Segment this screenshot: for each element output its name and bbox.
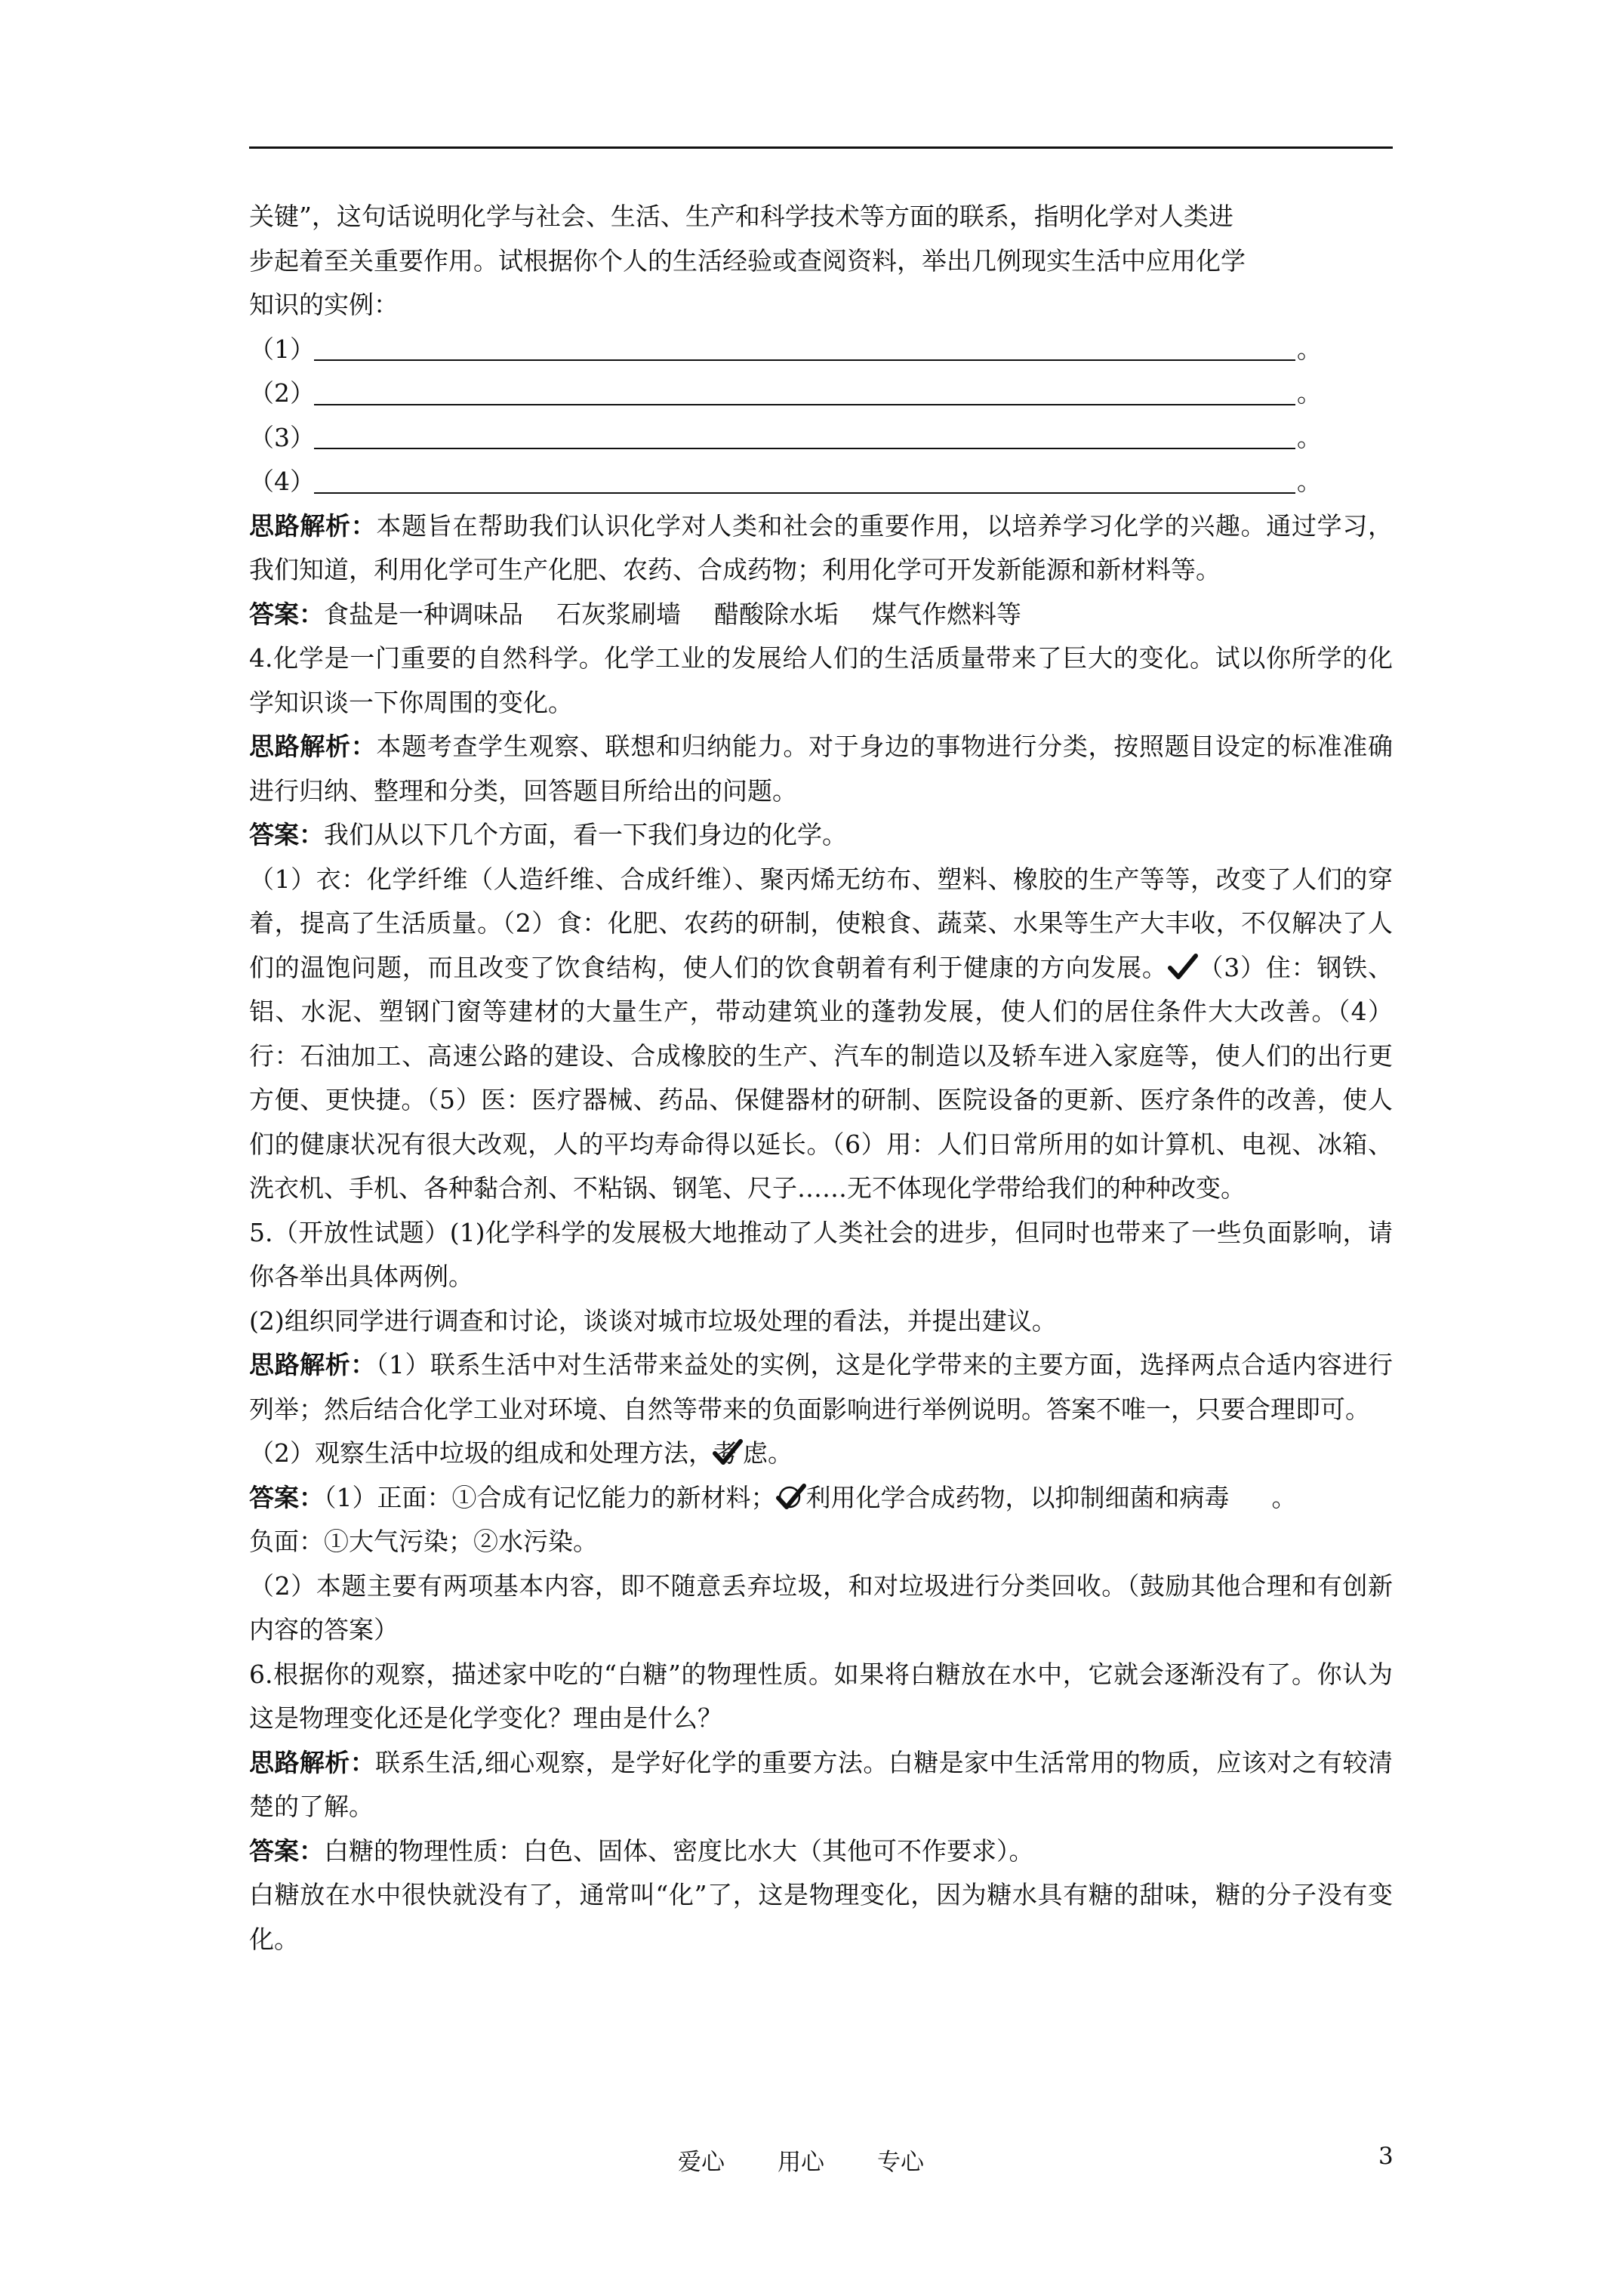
q3-blank-1 — [249, 328, 1393, 372]
blank-period: 。 — [1297, 378, 1322, 408]
q6-analysis — [249, 1741, 1393, 1829]
answer-body-part-a: （1）衣：化学纤维（人造纤维、合成纤维）、聚丙烯无纺布、塑料、橡胶的生产等等，改变了人们的穿着，提高了生活质量。（2）食：化肥、农药的研制，使粮食、蔬菜、水果等生产大丰收，不仅解决了人们的温饱问题，而且改变了饮食结构，使人们的饮食朝着有利于健康的方向发展。 — [249, 864, 1393, 982]
analysis-text-a: （2）观察生活中垃圾的组成和处理方法，考 — [249, 1438, 738, 1468]
checkmark-icon — [1168, 951, 1198, 978]
blank-period: 。 — [1297, 422, 1322, 452]
analysis-text: 本题旨在帮助我们认识化学对人类和社会的重要作用，以培养学习化学的兴趣。通过学习，我们知道，利用化学可生产化肥、农药、合成药物；利用化学可开发新能源和新材料等。 — [249, 510, 1394, 584]
checkmark-icon — [713, 1436, 743, 1463]
answer-blank-line — [314, 492, 1295, 494]
q3-stem-line-1: 关键”，这句话说明化学与社会、生活、生产和科学技术等方面的联系，指明化学对人类进 — [249, 202, 1233, 231]
q4-answer-intro — [249, 813, 1393, 858]
q4-stem: 4.化学是一门重要的自然科学。化学工业的发展给人们的生活质量带来了巨大的变化。试以你所学的化学知识谈一下你周围的变化。 — [249, 643, 1393, 717]
q3-stem-line-3: 知识的实例： — [249, 290, 399, 319]
answer-item: 醋酸除水垢 — [714, 599, 839, 629]
q4-analysis — [249, 725, 1393, 813]
answer-body-part-b: （3）住：钢铁、铝、水泥、塑钢门窗等建材的大量生产，带动建筑业的蓬勃发展，使人们的居住条件大大改善。（4）行：石油加工、高速公路的建设、合成橡胶的生产、汽车的制造以及轿车进入家庭等，使人们的出行更方便、更快捷。（5）医：医疗器械、药品、保健器材的研制、医院设备的更新、医疗条件的改善，使人们的健康状况有很大改观，人的平均寿命得以延长。（6）用：人们日常所用的如计算机、电视、冰箱、洗衣机、手机、各种黏合剂、不粘锅、钢笔、尺子……无不体现化学带给我们的种种改变。 — [249, 952, 1394, 1203]
q6-answer-more: 白糖放在水中很快就没有了，通常叫“化”了，这是物理变化，因为糖水具有糖的甜味，糖的分子没有变化。 — [249, 1880, 1393, 1954]
blank-number: （2） — [249, 378, 315, 408]
q5-answer-2: （2）本题主要有两项基本内容，即不随意丢弃垃圾，和对垃圾进行分类回收。（鼓励其他合理和有创新内容的答案） — [249, 1570, 1393, 1644]
answer-intro-text: 我们从以下几个方面，看一下我们身边的化学。 — [324, 820, 847, 849]
blank-period: 。 — [1297, 467, 1322, 496]
q3-blank-4 — [249, 460, 1393, 504]
page-number: 3 — [1378, 2143, 1394, 2170]
answer-label: 答案： — [249, 599, 324, 629]
analysis-text: （1）联系生活中对生活带来益处的实例，这是化学带来的主要方面，选择两点合适内容进行列举；然后结合化学工业对环境、自然等带来的负面影响进行举例说明。答案不唯一，只要合理即可。 — [249, 1350, 1394, 1424]
answer-label: 答案： — [249, 1835, 324, 1866]
answer-blank-line — [314, 404, 1295, 405]
blank-period: 。 — [1297, 334, 1322, 364]
answer-positive-1: （1）正面：①合成有记忆能力的新材料； — [324, 1482, 776, 1512]
answer-label: 答案： — [249, 1482, 324, 1512]
q3-blank-3 — [249, 416, 1393, 461]
motto-word: 爱心 — [678, 2149, 725, 2176]
blank-number: （3） — [249, 422, 315, 452]
q5-analysis-1 — [249, 1343, 1393, 1432]
q3-analysis — [249, 504, 1393, 593]
checkmark-icon — [776, 1481, 806, 1508]
answer-period: 。 — [1271, 1482, 1297, 1512]
answer-item: 食盐是一种调味品 — [324, 599, 523, 629]
analysis-label: 思路解析： — [249, 1747, 376, 1777]
q3-blank-2 — [249, 371, 1393, 416]
q4-answer-body — [249, 858, 1393, 1211]
footer-motto — [678, 2143, 924, 2177]
blank-number: （4） — [249, 467, 315, 496]
q3-answer — [249, 593, 1393, 637]
header-rule — [249, 146, 1393, 149]
q5-stem-1: 5.（开放性试题）(1)化学科学的发展极大地推动了人类社会的进步，但同时也带来了一些负面影响，请你各举出具体两例。 — [249, 1217, 1393, 1291]
analysis-text: 联系生活,细心观察，是学好化学的重要方法。白糖是家中生活常用的物质，应该对之有较清楚的了解。 — [249, 1747, 1393, 1821]
motto-word: 用心 — [778, 2149, 824, 2176]
q5-answer-1 — [249, 1476, 1393, 1521]
answer-text: 白糖的物理性质：白色、固体、密度比水大（其他可不作要求）。 — [324, 1835, 1034, 1866]
motto-word: 专心 — [877, 2149, 924, 2176]
q3-stem-line-2: 步起着至关重要作用。试根据你个人的生活经验或查阅资料，举出几例现实生活中应用化学 — [249, 245, 1246, 276]
analysis-label: 思路解析： — [249, 510, 377, 541]
page-content — [249, 195, 1393, 1962]
answer-item: 煤气作燃料等 — [872, 599, 1021, 629]
q5-answer-negative: 负面：①大气污染；②水污染。 — [249, 1527, 598, 1556]
answer-positive-2: 利用化学合成药物，以抑制细菌和病毒 — [805, 1482, 1230, 1512]
q5-analysis-2 — [249, 1432, 1393, 1476]
q5-stem-2: (2)组织同学进行调查和讨论，谈谈对城市垃圾处理的看法，并提出建议。 — [249, 1305, 1057, 1336]
q6-answer — [249, 1829, 1393, 1874]
analysis-label: 思路解析： — [249, 1350, 376, 1379]
blank-number: （1） — [249, 334, 315, 364]
answer-blank-line — [314, 448, 1295, 449]
q6-stem: 6.根据你的观察，描述家中吃的“白糖”的物理性质。如果将白糖放在水中，它就会逐渐没有了。你认为这是物理变化还是化学变化？理由是什么？ — [249, 1659, 1393, 1733]
answer-item: 石灰浆刷墙 — [556, 599, 681, 629]
analysis-text: 本题考查学生观察、联想和归纳能力。对于身边的事物进行分类，按照题目设定的标准准确进行归纳、整理和分类，回答题目所给出的问题。 — [249, 732, 1394, 806]
analysis-text-b: 虑。 — [743, 1438, 793, 1468]
answer-label: 答案： — [249, 820, 324, 849]
answer-blank-line — [314, 359, 1295, 361]
analysis-label: 思路解析： — [249, 732, 377, 761]
